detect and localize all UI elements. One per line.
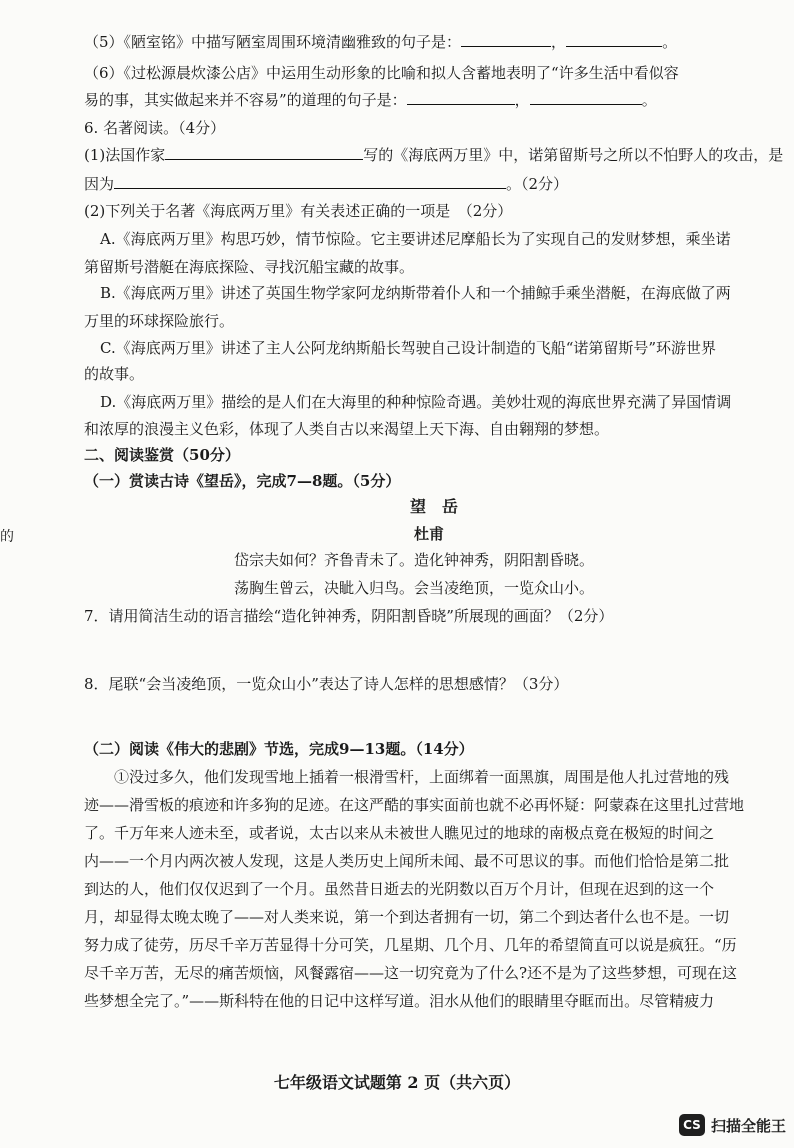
scanner-watermark <box>679 1114 786 1136</box>
answer-blank[interactable] <box>566 32 662 47</box>
option-d-line2: 和浓厚的浪漫主义色彩，体现了人类自古以来渴望上天下海、自由翱翔的梦想。 <box>84 420 610 438</box>
passage-line: 些梦想全完了。”——斯科特在他的日记中这样写道。泪水从他们的眼睛里夺眶而出。尽管精疲力 <box>84 992 715 1010</box>
answer-blank[interactable] <box>461 32 551 47</box>
passage-line: 迹——滑雪板的痕迹和许多狗的足迹。在这严酷的事实面前也就不必再怀疑：阿蒙森在这里扎过营地 <box>84 796 745 814</box>
poem-line-2: 荡胸生曾云，决眦入归鸟。会当凌绝顶，一览众山小。 <box>234 579 595 597</box>
question-7: 7．请用简洁生动的语言描绘“造化钟神秀，阴阳割昏晓”所展现的画面？（2分） <box>84 607 614 625</box>
author-blank[interactable] <box>165 145 363 160</box>
passage-line: 尽千辛万苦，无尽的痛苦烦恼，风餐露宿——这一切究竟为了什么?还不是为了这些梦想，可现在这 <box>84 964 738 982</box>
question-6-1-line1: (1)法国作家 写的《海底两万里》中，诺第留斯号之所以不怕野人的攻击，是 <box>84 146 784 164</box>
option-a-line1: A.《海底两万里》构思巧妙，情节惊险。它主要讲述尼摩船长为了实现自己的发财梦想，乘坐诺 <box>100 230 731 248</box>
poem-author: 杜甫 <box>414 525 445 543</box>
reason-blank[interactable] <box>114 174 506 189</box>
option-d-line1: D.《海底两万里》描绘的是人们在大海里的种种惊险奇遇。美妙壮观的海底世界充满了异国情调 <box>100 393 732 411</box>
option-a-line2: 第留斯号潜艇在海底探险、寻找沉船宝藏的故事。 <box>84 258 415 276</box>
page-footer: 七年级语文试题第 2 页（共六页） <box>273 1073 521 1092</box>
question-6-2: (2)下列关于名著《海底两万里》有关表述正确的一项是 （2分） <box>84 202 513 220</box>
question-6-poem-line2: 易的事，其实做起来并不容易”的道理的句子是： ， 。 <box>84 91 657 109</box>
watermark-text: 扫描全能王 <box>710 1116 786 1135</box>
question-6-1-line2: 因为 。（2分） <box>84 175 569 193</box>
section-2-part-2-header: （二）阅读《伟大的悲剧》节选，完成9—13题。（14分） <box>84 740 474 758</box>
question-6-header: 6. 名著阅读。（4分） <box>84 119 226 137</box>
section-2-part-1-header: （一）赏读古诗《望岳》，完成7—8题。（5分） <box>84 472 401 490</box>
question-5-line: （5）《陋室铭》中描写陋室周围环境清幽雅致的句子是： ， 。 <box>84 33 678 51</box>
passage-line: ①没过多久，他们发现雪地上插着一根滑雪杆，上面绑着一面黑旗，周围是他人扎过营地的残 <box>84 768 730 786</box>
poem-line-1: 岱宗夫如何？齐鲁青未了。造化钟神秀，阴阳割昏晓。 <box>234 551 595 569</box>
option-b-line2: 万里的环球探险旅行。 <box>84 312 235 330</box>
passage-line: 到达的人，他们仅仅迟到了一个月。虽然昔日逝去的光阴数以百万个月计，但现在迟到的这一个 <box>84 880 715 898</box>
question-5-text: （5）《陋室铭》中描写陋室周围环境清幽雅致的句子是： <box>84 33 462 51</box>
poem-title: 望 岳 <box>410 497 459 516</box>
question-6-poem-line1: （6）《过松源晨炊漆公店》中运用生动形象的比喻和拟人含蓄地表明了“许多生活中看似容 <box>84 64 679 82</box>
passage-line: 努力成了徒劳，历尽千辛万苦显得十分可笑，几星期、几个月、几年的希望简直可以说是疯狂。“历 <box>84 936 737 954</box>
option-b-line1: B.《海底两万里》讲述了英国生物学家阿龙纳斯带着仆人和一个捕鲸手乘坐潜艇，在海底做了两 <box>100 284 731 302</box>
option-c-line1: C.《海底两万里》讲述了主人公阿龙纳斯船长驾驶自己设计制造的飞船“诺第留斯号”环游世界 <box>100 339 717 357</box>
passage-line: 月，却显得太晚太晚了——对人类来说，第一个到达者拥有一切，第二个到达者什么也不是。一切 <box>84 908 730 926</box>
passage-line: 内——一个月内两次被人发现，这是人类历史上闻所未闻、最不可思议的事。而他们恰恰是第二批 <box>84 852 730 870</box>
margin-bleed-text: 的 <box>0 529 14 545</box>
passage-line: 了。千万年来人迹未至，或者说，太古以来从未被世人瞧见过的地球的南极点竟在极短的时间之 <box>84 824 715 842</box>
answer-blank[interactable] <box>530 90 642 105</box>
section-2-header: 二、阅读鉴赏（50分） <box>84 446 240 464</box>
answer-blank[interactable] <box>407 90 515 105</box>
option-c-line2: 的故事。 <box>84 365 145 383</box>
camscanner-logo-icon: CS <box>679 1114 705 1136</box>
question-8: 8．尾联“会当凌绝顶，一览众山小”表达了诗人怎样的思想感情？（3分） <box>84 675 569 693</box>
